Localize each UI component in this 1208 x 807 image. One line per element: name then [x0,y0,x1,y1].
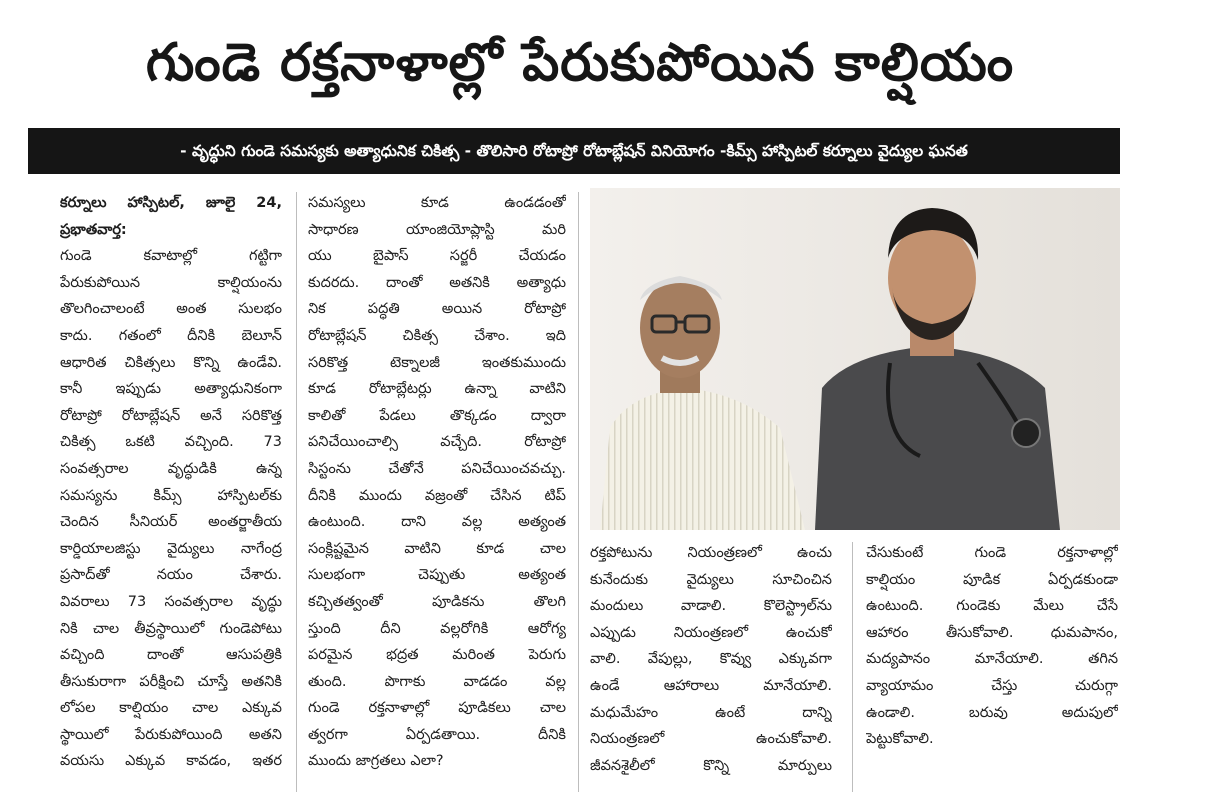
text-line: వచ్చింది దాంతో ఆసుపత్రికి [60,647,282,664]
text-line: కార్డియాలజిస్టు వైద్యులు నాగేంద్ర [60,540,282,557]
text-line: వివరాలు 73 సంవత్సరాల వృద్ధు [60,593,282,610]
text-line: సమస్యను కిమ్స్ హాస్పిటల్‌కు [60,487,282,504]
text-line: లోపల కాల్షియం చాల ఎక్కువ [60,700,282,717]
text-line: ఆహారం తీసుకోవాలి. ధుమపానం, [866,624,1118,641]
text-line: కాదు. గతంలో దీనికి బెలూన్ [60,327,282,344]
text-line: రక్తపోటును నియంత్రణలో ఉంచు [590,545,832,561]
text-line: సరికొత్త టెక్నాలజీ ఇంతకుముందు [308,354,566,371]
text-line: కుదరదు. దాంతో అతనికి అత్యాధు [308,274,566,291]
text-line: తొలగించాలంటే అంత సులభం [60,301,282,318]
article-photo [590,188,1120,530]
text-line: సులభంగా చెప్పుతు అత్యంత [308,567,566,584]
text-line: దీనికి ముందు వజ్రంతో చేసిన టిప్ [308,487,566,504]
dateline: కర్నూలు హాస్పిటల్, జూలై 24, [60,195,282,211]
text-line: తుంది. పొగాకు వాడడం వల్ల [308,673,566,690]
text-line: ఉంటుంది. గుండెకు మేలు చేసే [866,598,1118,615]
text-line: ఉంటుంది. దాని వల్ల అత్యంత [308,514,566,531]
text-line: కానీ ఇప్పుడు అత్యాధునికంగా [60,381,282,398]
subheadline-bar [28,128,1120,174]
text-line: గుండె కవాటాల్లో గట్టిగా [60,248,282,265]
text-line: నియంత్రణలో ఉంచుకోవాలి. [590,731,832,748]
text-line: సంవత్సరాల వృద్ధుడికి ఉన్న [60,460,282,477]
text-line: మధుమేహం ఉంటే దాన్ని [590,704,832,721]
text-line: నిక పద్ధతి అయిన రోటాప్రో [308,301,566,318]
text-line: తీసుకురాగా పరీక్షించి చూస్తే అతనికి [60,673,282,690]
text-line: స్థాయిలో పేరుకుపోయింది అతని [60,726,282,743]
dateline-source: ప్రభాతవార్త: [60,221,127,238]
article-column-4 [866,540,1118,753]
column-divider [852,542,853,792]
text-line: ఆధారిత చికిత్సలు కొన్ని ఉండేవి. [60,354,282,371]
text-line: జీవనశైలీలో కొన్ని మార్పులు [590,757,832,774]
text-line: త్వరగా ఏర్పడతాయి. దీనికి [308,726,566,743]
text-line: రోటాప్రో రోటాబ్లేషన్ అనే సరికొత్త [60,407,282,424]
subheading-precautions: ముందు జాగ్రతలు ఎలా? [308,753,444,770]
text-line: పెట్టుకోవాలి. [866,731,934,748]
article-column-2 [308,190,566,775]
text-line: సాధారణ యాంజియోప్లాస్టి మరి [308,221,566,238]
article-column-3 [590,540,832,779]
photo-illustration [590,188,1120,530]
text-line: పరమైన భద్రత మరింత పెరుగు [308,647,566,664]
text-line: పనిచేయించాల్సి వచ్చేది. రోటాప్రో [308,434,566,451]
text-line: నికి చాల తీవ్రస్థాయిలో గుండెపోటు [60,620,282,637]
text-line: వాలి. వేపుల్లు, కొవ్వు ఎక్కువగా [590,651,832,668]
text-line: స్తుంది దీని వల్లరోగికి ఆరోగ్య [308,620,566,637]
article-column-1 [60,190,282,775]
text-line: వ్యాయామం చేస్తు చురుగ్గా [866,677,1118,694]
column-divider [296,192,297,792]
text-line: సంక్లిష్టమైన వాటిని కూడ చాల [308,540,566,557]
text-line: చికిత్స ఒకటి వచ్చింది. 73 [60,434,282,451]
text-line: కాలితో పేడలు తొక్కడం ద్వారా [308,407,566,424]
text-line: గుండె రక్తనాళాల్లో పూడికలు చాల [308,700,566,717]
column-divider [578,192,579,792]
text-line: యు బైపాస్ సర్జరీ చేయడం [308,248,566,265]
text-line: ఎప్పుడు నియంత్రణలో ఉంచుకో [590,624,832,641]
text-line: ఉండాలి. బరువు అదుపులో [866,704,1118,721]
text-line: రోటాబ్లేషన్ చికిత్స చేశాం. ఇది [308,327,566,344]
text-line: ఉండే ఆహారాలు మానేయాలి. [590,677,832,694]
headline: గుండె రక్తనాళాల్లో పేరుకుపోయిన కాల్షియం [145,33,1015,93]
text-line: వయసు ఎక్కువ కావడం, ఇతర [60,753,282,770]
text-line: సమస్యలు కూడ ఉండడంతో [308,195,566,211]
text-line: ప్రసాద్‌తో నయం చేశారు. [60,567,282,584]
text-line: కచ్చితత్వంతో పూడికను తొలగి [308,593,566,610]
text-line: మద్యపానం మానేయాలి. తగిన [866,651,1118,668]
text-line: మందులు వాడాలి. కొలెస్ట్రాల్‌ను [590,598,832,615]
text-line: పేరుకుపోయిన కాల్షియంను [60,274,282,291]
text-line: చెందిన సీనియర్ అంతర్జాతీయ [60,514,282,531]
text-line: కూడ రోటాబ్లేటర్లు ఉన్నా వాటిని [308,381,566,398]
text-line: కునేందుకు వైద్యులు సూచించిన [590,571,832,588]
text-line: కాల్షియం పూడిక ఏర్పడకుండా [866,571,1118,588]
text-line: సిస్టంను చేతోనే పనిచేయించవచ్చు. [308,460,566,477]
subheadline: - వృద్ధుని గుండె సమస్యకు అత్యాధునిక చికిత్స - తొలిసారి రోటాప్రో రోటాబ్లేషన్ వినియోగం -కిమ్స్ హాస్పిటల్ కర్నూలు వైద్యుల ఘనత [180,142,968,160]
text-line: చేసుకుంటే గుండె రక్తనాళాల్లో [866,545,1118,561]
